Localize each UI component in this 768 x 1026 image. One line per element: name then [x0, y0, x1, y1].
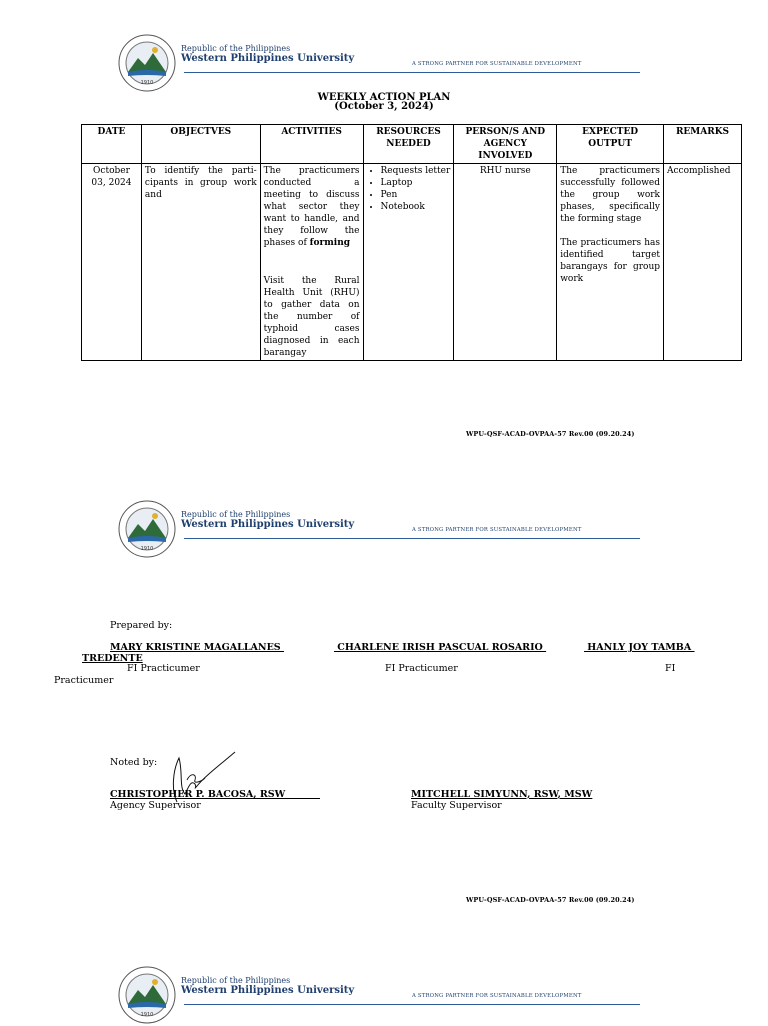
university-seal-icon: [118, 34, 176, 92]
university-name: Western Philippines University: [181, 519, 355, 530]
letterhead: [118, 34, 640, 94]
faculty-supervisor-name: MITCHELL SIMYUNN, RSW, MSW: [411, 789, 593, 800]
activity-1: The practicumers conducted a meeting to discuss what sector they want to handle, and they follow the phases of forming: [263, 166, 360, 248]
republic-text: Republic of the Philippines: [181, 976, 291, 985]
university-seal-icon: [118, 500, 176, 558]
agency-supervisor-role: Agency Supervisor: [110, 800, 201, 811]
svg-text:1910: 1910: [140, 1012, 154, 1018]
header-persons: PERSON/S AND AGENCY INVOLVED: [454, 125, 557, 164]
republic-text: Republic of the Philippines: [181, 44, 291, 53]
cell-resources: [363, 164, 454, 361]
cell-remarks: Accomplished: [664, 164, 742, 361]
cell-date: October 03, 2024: [82, 164, 142, 361]
header-date: DATE: [82, 125, 142, 164]
preparer-1-name-cont: TREDENTE: [82, 653, 143, 664]
header-rule: [184, 72, 640, 73]
header-expected-output: EXPECTED OUTPUT: [557, 125, 664, 164]
header-rule: [184, 1004, 640, 1005]
letterhead: [118, 500, 640, 560]
table-header-row: [82, 125, 742, 164]
list-item: • Notebook: [381, 201, 451, 213]
output-1: The practicumers successfully followed the group work phases, specifically the forming stage: [560, 166, 661, 224]
noted-by-label: Noted by:: [110, 757, 158, 768]
preparer-3-role-cont: Practicumer: [54, 675, 114, 686]
header-rule: [184, 538, 640, 539]
action-plan-table: [81, 124, 742, 361]
list-item: • Pen: [381, 189, 451, 201]
header-objectives: OBJECTVES: [141, 125, 260, 164]
header-resources: RESOURCES NEEDED: [363, 125, 454, 164]
tagline: A STRONG PARTNER FOR SUSTAINABLE DEVELOPMENT: [412, 993, 582, 999]
cell-persons: RHU nurse: [454, 164, 557, 361]
svg-text:1910: 1910: [140, 546, 154, 552]
university-name: Western Philippines University: [181, 985, 355, 996]
list-item: • Laptop: [381, 177, 451, 189]
tagline: A STRONG PARTNER FOR SUSTAINABLE DEVELOPMENT: [412, 61, 582, 67]
header-remarks: REMARKS: [664, 125, 742, 164]
signature-line: [110, 798, 320, 799]
preparer-2-name: CHARLENE IRISH PASCUAL ROSARIO: [334, 642, 547, 653]
activity-1-bold: forming: [309, 238, 351, 248]
form-code: WPU-QSF-ACAD-OVPAA-57 Rev.00 (09.20.24): [466, 430, 635, 438]
cell-objective: To identify the parti- cipants in group work and: [141, 164, 260, 361]
svg-text:1910: 1910: [140, 80, 154, 86]
faculty-supervisor-role: Faculty Supervisor: [411, 800, 502, 811]
activity-2: Visit the Rural Health Unit (RHU) to gather data on the number of typhoid cases diagnosed in each barangay: [263, 276, 360, 358]
preparer-3-name: HANLY JOY TAMBA: [584, 642, 695, 653]
tagline: A STRONG PARTNER FOR SUSTAINABLE DEVELOPMENT: [412, 527, 582, 533]
cell-activities: [260, 164, 363, 361]
output-2: The practicumers has identified target barangays for group work: [560, 238, 661, 284]
letterhead: [118, 966, 640, 1026]
page-subtitle: (October 3, 2024): [334, 101, 434, 112]
university-name: Western Philippines University: [181, 53, 355, 64]
cell-expected-output: [557, 164, 664, 361]
republic-text: Republic of the Philippines: [181, 510, 291, 519]
agency-supervisor-name: CHRISTOPHER P. BACOSA, RSW: [110, 789, 286, 800]
prepared-by-label: Prepared by:: [110, 620, 173, 631]
table-row: [82, 164, 742, 361]
university-seal-icon: [118, 966, 176, 1024]
preparer-1-role: FI Practicumer: [127, 663, 200, 674]
page-title: WEEKLY ACTION PLAN: [317, 92, 451, 103]
form-code: WPU-QSF-ACAD-OVPAA-57 Rev.00 (09.20.24): [466, 896, 635, 904]
preparer-1-name: MARY KRISTINE MAGALLANES: [110, 642, 284, 653]
header-activities: ACTIVITIES: [260, 125, 363, 164]
preparer-3-role: FI: [665, 663, 676, 674]
list-item: • Requests letter: [381, 165, 451, 177]
preparer-2-role: FI Practicumer: [385, 663, 458, 674]
